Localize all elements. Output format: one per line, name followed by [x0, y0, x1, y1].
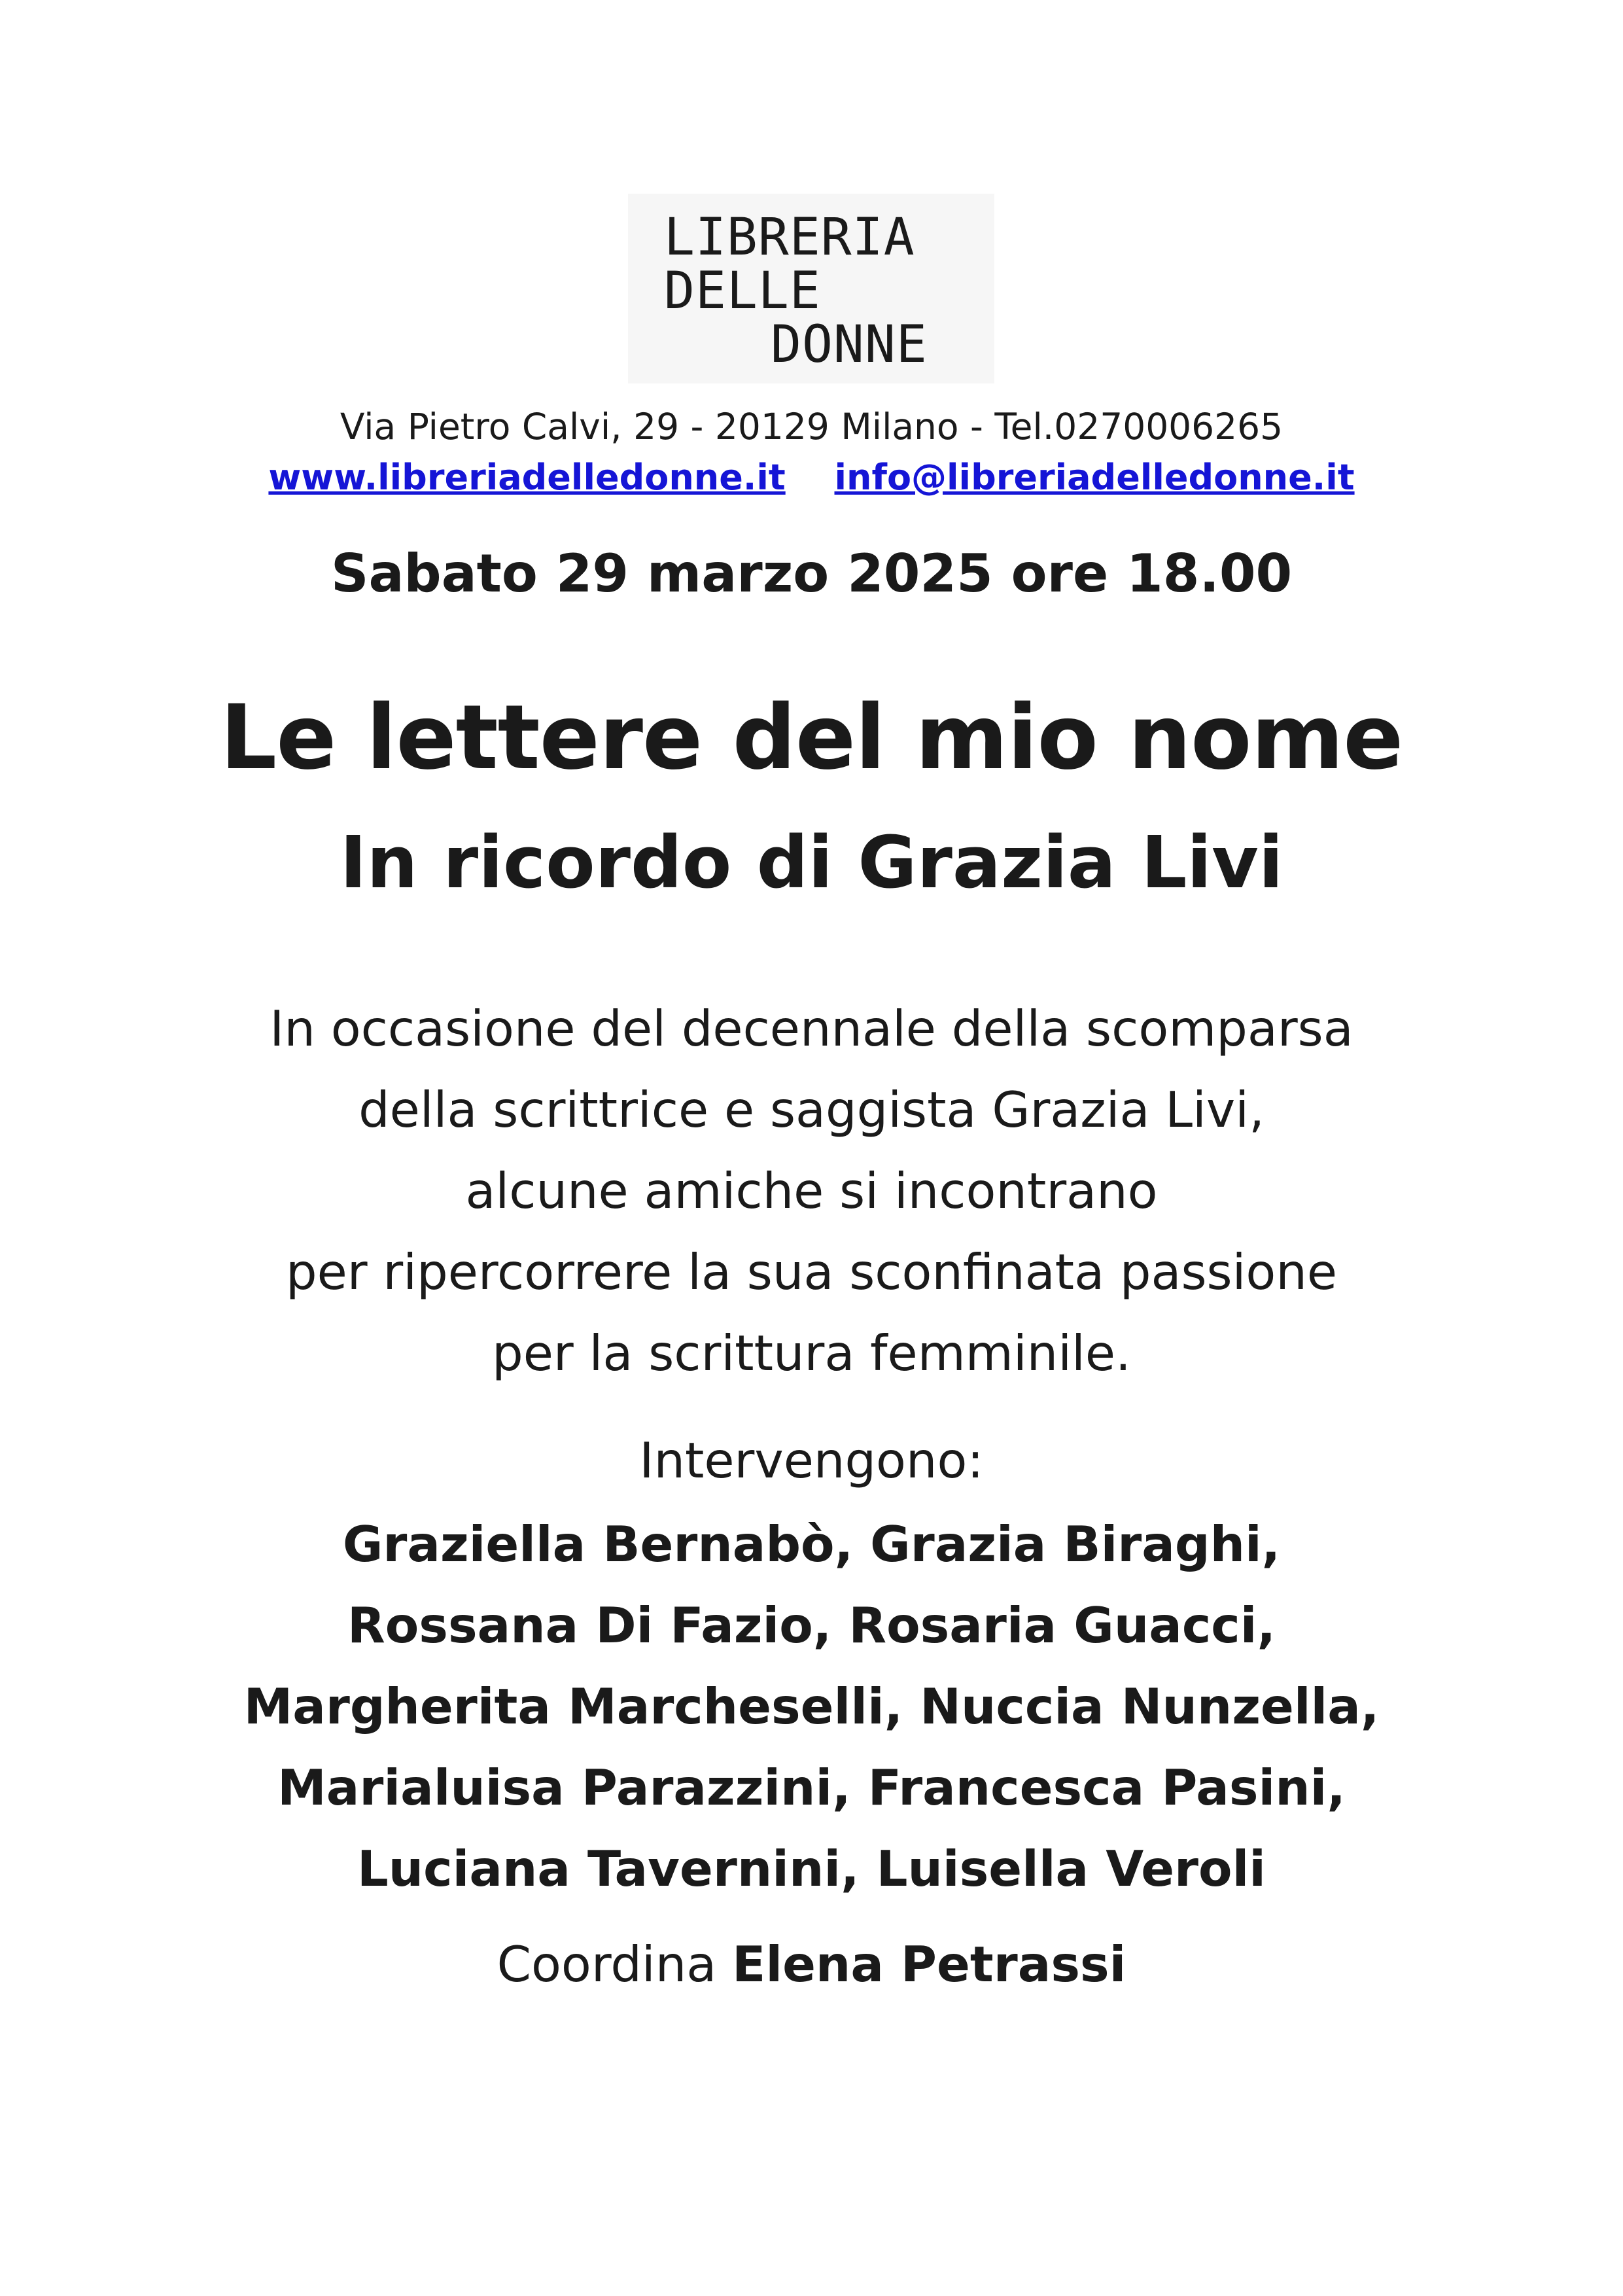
speakers-line: Rossana Di Fazio, Rosaria Guacci,: [347, 1597, 1276, 1654]
contact-links: [0, 451, 1623, 504]
speakers-line: Graziella Bernabò, Grazia Biraghi,: [342, 1515, 1281, 1573]
description-line: per ripercorrere la sua sconfinata passione: [285, 1243, 1337, 1301]
event-description: [0, 988, 1623, 1394]
website-link[interactable]: www.libreriadelledonne.it: [268, 457, 786, 498]
speakers-intro: Intervengono:: [639, 1432, 984, 1489]
description-line: per la scrittura femminile.: [492, 1324, 1131, 1382]
logo-line-1: LIBRERIA: [664, 208, 915, 267]
speakers-line: Luciana Tavernini, Luisella Veroli: [357, 1840, 1266, 1898]
coordinator-name: Elena Petrassi: [732, 1935, 1126, 1993]
description-line: alcune amiche si incontrano: [465, 1162, 1158, 1220]
speakers-line: Marialuisa Parazzini, Francesca Pasini,: [277, 1759, 1346, 1816]
coordinator-line: [0, 1924, 1623, 2005]
event-subtitle: In ricordo di Grazia Livi: [340, 821, 1283, 904]
description-line: In occasione del decennale della scomparsa: [270, 1000, 1353, 1057]
event-title: Le lettere del mio nome: [220, 686, 1403, 790]
logo-line-2: DELLE: [664, 262, 821, 321]
speakers-line: Margherita Marcheselli, Nuccia Nunzella,: [243, 1678, 1380, 1735]
event-date: Sabato 29 marzo 2025 ore 18.00: [330, 543, 1293, 604]
address-line: Via Pietro Calvi, 29 - 20129 Milano - Tel.0270006265: [340, 406, 1283, 448]
logo-line-3: DONNE: [771, 315, 928, 374]
libreria-delle-donne-logo: [628, 194, 994, 383]
speakers-list: [0, 1504, 1623, 1909]
coordinator-label: Coordina: [497, 1935, 717, 1993]
description-line: della scrittrice e saggista Grazia Livi,: [358, 1081, 1265, 1139]
email-link[interactable]: info@libreriadelledonne.it: [834, 457, 1355, 498]
